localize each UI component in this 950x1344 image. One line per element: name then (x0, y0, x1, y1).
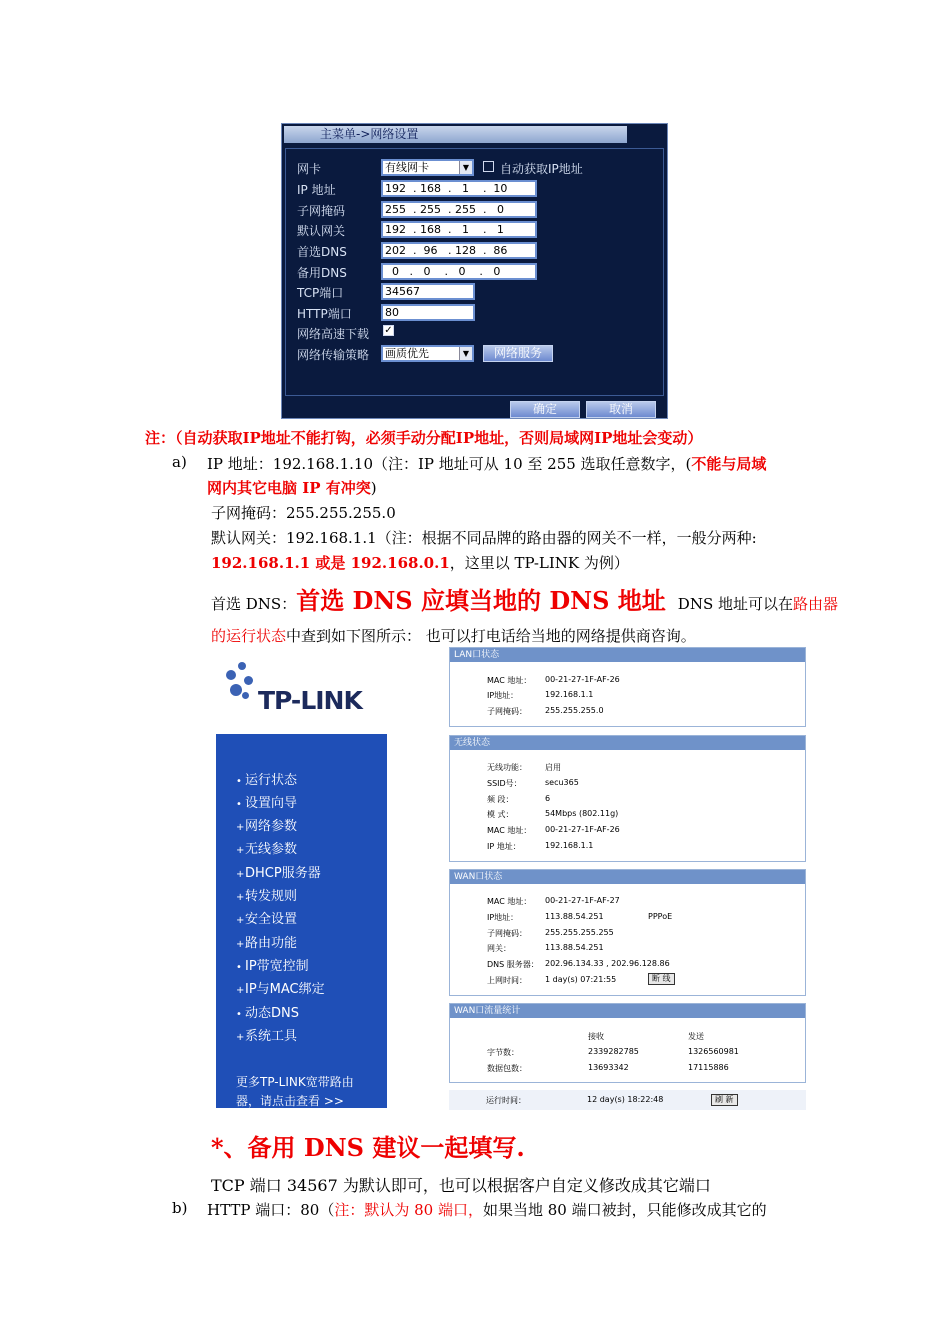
field-key: DNS 服务器： (487, 960, 539, 969)
auto-ip-label: 自动获取IP地址 (500, 162, 583, 176)
ip-instruction-close: ) (370, 479, 377, 497)
menu-run-status[interactable]: • 运行状态 (236, 773, 298, 788)
field-value: 192.168.1.1 (545, 841, 594, 850)
tplink-logo (216, 648, 387, 734)
ok-button[interactable]: 确定 (510, 401, 580, 418)
runtime-value: 12 day(s) 18:22:48 (587, 1095, 664, 1104)
label-tcp-port: TCP端口 (297, 286, 344, 300)
auto-ip-checkbox[interactable] (483, 161, 494, 172)
ip-conflict-warning: 网内其它电脑 IP 有冲突 (207, 479, 371, 497)
field-value: 192.168.1.1 (545, 690, 594, 699)
field-value: 00-21-27-1F-AF-26 (545, 675, 620, 684)
ip-address-field[interactable]: 192 . 168 . 1 . 10 (381, 180, 537, 197)
menu-ddns[interactable]: • 动态DNS (236, 1006, 299, 1021)
backup-dns-field[interactable]: 0 . 0 . 0 . 0 (381, 263, 537, 280)
label-http-port: HTTP端口 (297, 307, 352, 321)
dvr-network-settings-dialog (281, 123, 668, 419)
http-port-blocked: 如果当地 80 端口被封，只能修改成其它的 (482, 1201, 767, 1219)
gateway-field[interactable]: 192 . 168 . 1 . 1 (381, 221, 537, 238)
menu-label: 运行状态 (245, 773, 298, 788)
menu-label: 系统工具 (245, 1029, 298, 1044)
label-transfer-policy: 网络传输策略 (297, 348, 370, 362)
field-key: MAC 地址： (487, 676, 532, 685)
backup-dns-advice: *、备用 DNS 建议一起填写. (211, 1133, 525, 1162)
disconnect-button[interactable]: 断 线 (648, 973, 675, 985)
field-key: 无线功能： (487, 763, 527, 772)
field-key: IP地址： (487, 691, 519, 700)
field-value: 00-21-27-1F-AF-27 (545, 896, 620, 905)
label-ip: IP 地址 (297, 183, 336, 197)
menu-label: IP与MAC绑定 (245, 982, 325, 997)
field-value: 启用 (545, 763, 561, 772)
runtime-label: 运行时间： (486, 1096, 526, 1105)
refresh-button[interactable]: 刷 新 (711, 1094, 738, 1106)
field-key: 子网掩码： (487, 929, 527, 938)
panel-title: LAN口状态 (450, 648, 805, 662)
more-link-line2[interactable]: 器，请点击查看 >> (236, 1094, 344, 1108)
dns-router-text: 路由器 (793, 595, 839, 613)
field-value: secu365 (545, 778, 579, 787)
dns-emphasis: 首选 DNS 应填当地的 DNS 地址 (296, 586, 666, 615)
label-nic: 网卡 (297, 162, 322, 176)
tplink-wordmark: TP-LINK (258, 686, 362, 715)
field-key: 网关： (487, 944, 511, 953)
menu-dhcp[interactable]: +DHCP服务器 (236, 866, 321, 881)
high-speed-download-checkbox[interactable]: ✓ (384, 325, 393, 336)
col-header-send: 发送 (688, 1032, 704, 1041)
field-value: 202.96.134.33 , 202.96.128.86 (545, 959, 670, 968)
dns-prefix: 首选 DNS： (211, 595, 297, 613)
recv-value: 13693342 (588, 1063, 629, 1072)
ip-warning-text: 不能与局域 (691, 455, 767, 473)
network-service-button[interactable]: 网络服务 (483, 345, 553, 362)
gateway-line1: 默认网关：192.168.1.1（注：根据不同品牌的路由器的网关不一样，一般分两种: (211, 529, 757, 547)
http-port-text: HTTP 端口：80（ (207, 1201, 335, 1219)
note-auto-ip: 注：（自动获取IP地址不能打钩，必须手动分配IP地址，否则局域网IP地址会变动） (145, 429, 703, 447)
pppoe-label: PPPoE (648, 912, 673, 921)
menu-label: 路由功能 (245, 936, 298, 951)
chevron-down-icon: ▼ (459, 161, 472, 174)
field-key: IP地址： (487, 913, 519, 922)
label-high-speed-download: 网络高速下载 (297, 327, 370, 341)
dns-line2 (211, 625, 696, 646)
menu-bandwidth[interactable]: • IP带宽控制 (236, 959, 309, 974)
menu-label: IP带宽控制 (245, 959, 309, 974)
dns-line1 (211, 586, 838, 619)
dns-consult-text: 中查到如下图所示： 也可以打电话给当地的网络提供商咨询。 (286, 627, 696, 645)
tplink-sidebar (216, 648, 387, 1108)
field-key: 模 式： (487, 810, 514, 819)
http-port-line (207, 1199, 767, 1220)
ip-instruction-line1 (207, 453, 766, 474)
label-gateway: 默认网关 (297, 224, 346, 238)
send-value: 1326560981 (688, 1047, 739, 1056)
field-key: MAC 地址： (487, 897, 532, 906)
subnet-mask-field[interactable]: 255 . 255 . 255 . 0 (381, 201, 537, 218)
field-value: 54Mbps (802.11g) (545, 809, 619, 818)
tcp-port-line: TCP 端口 34567 为默认即可，也可以根据客户自定义修改成其它端口 (211, 1176, 711, 1195)
menu-forwarding[interactable]: +转发规则 (236, 889, 298, 904)
nic-select[interactable] (381, 159, 474, 176)
http-port-note: 注：默认为 80 端口， (334, 1201, 483, 1219)
menu-network-params[interactable]: +网络参数 (236, 819, 298, 834)
http-port-field[interactable]: 80 (381, 304, 475, 321)
subnet-mask-line: 子网掩码：255.255.255.0 (211, 504, 396, 522)
menu-routing[interactable]: +路由功能 (236, 936, 298, 951)
wan-status-panel (449, 869, 806, 996)
field-key: 上网时间： (487, 976, 527, 985)
label-backup-dns: 备用DNS (297, 266, 347, 280)
menu-label: 网络参数 (245, 819, 298, 834)
field-value: 00-21-27-1F-AF-26 (545, 825, 620, 834)
label-primary-dns: 首选DNS (297, 245, 347, 259)
gateway-example: ，这里以 TP-LINK 为例） (449, 554, 629, 572)
panel-title: WAN口状态 (450, 870, 805, 884)
menu-label: 安全设置 (245, 912, 298, 927)
menu-ip-mac-binding[interactable]: +IP与MAC绑定 (236, 982, 325, 997)
label-mask: 子网掩码 (297, 204, 346, 218)
primary-dns-field[interactable]: 202 . 96 . 128 . 86 (381, 242, 537, 259)
transfer-policy-value: 画质优先 (385, 347, 429, 360)
cancel-button[interactable]: 取消 (586, 401, 656, 418)
panel-title: WAN口流量统计 (450, 1004, 805, 1018)
transfer-policy-select[interactable] (381, 345, 474, 362)
recv-value: 2339282785 (588, 1047, 639, 1056)
field-key: 频 段： (487, 795, 514, 804)
panel-title: 无线状态 (450, 736, 805, 750)
tcp-port-field[interactable]: 34567 (381, 283, 475, 300)
send-value: 17115886 (688, 1063, 729, 1072)
field-key: SSID号： (487, 779, 522, 788)
col-header-recv: 接收 (588, 1032, 604, 1041)
field-key: 子网掩码： (487, 707, 527, 716)
field-value: 255.255.255.0 (545, 706, 604, 715)
menu-setup-wizard[interactable]: • 设置向导 (236, 796, 298, 811)
menu-wireless-params[interactable]: +无线参数 (236, 842, 298, 857)
field-value: 113.88.54.251 (545, 912, 604, 921)
menu-security[interactable]: +安全设置 (236, 912, 298, 927)
field-key: MAC 地址： (487, 826, 532, 835)
wireless-status-panel (449, 735, 806, 862)
nic-value: 有线网卡 (385, 161, 429, 174)
field-key: 数据包数： (487, 1064, 527, 1073)
menu-label: 无线参数 (245, 842, 298, 857)
ip-instruction-text: IP 地址：192.168.1.10（注：IP 地址可从 10 至 255 选取任意数字，( (207, 455, 692, 473)
menu-label: 动态DNS (245, 1006, 299, 1021)
menu-label: 转发规则 (245, 889, 298, 904)
gateway-options: 192.168.1.1 或是 192.168.0.1 (211, 554, 450, 572)
menu-system-tools[interactable]: +系统工具 (236, 1029, 298, 1044)
field-key: IP 地址： (487, 842, 521, 851)
lan-status-panel (449, 647, 806, 727)
wan-traffic-panel (449, 1003, 806, 1083)
dns-location-text: DNS 地址可以在 (677, 595, 793, 613)
list-marker-a: a) (172, 453, 187, 471)
field-value: 255.255.255.255 (545, 928, 614, 937)
list-marker-b: b) (172, 1199, 188, 1217)
gateway-line2 (211, 552, 629, 573)
more-link-line1[interactable]: 更多TP-LINK宽带路由 (236, 1075, 354, 1089)
dialog-title: 主菜单->网络设置 (284, 126, 627, 143)
field-value: 1 day(s) 07:21:55 (545, 975, 617, 984)
menu-label: 设置向导 (245, 796, 298, 811)
dns-run-status-text: 的运行状态 (211, 627, 287, 645)
field-value: 113.88.54.251 (545, 943, 604, 952)
chevron-down-icon: ▼ (459, 347, 472, 360)
field-value: 6 (545, 794, 551, 803)
runtime-bar (449, 1090, 806, 1110)
field-key: 字节数： (487, 1048, 519, 1057)
menu-label: DHCP服务器 (245, 866, 321, 881)
ip-instruction-line2 (207, 477, 377, 498)
